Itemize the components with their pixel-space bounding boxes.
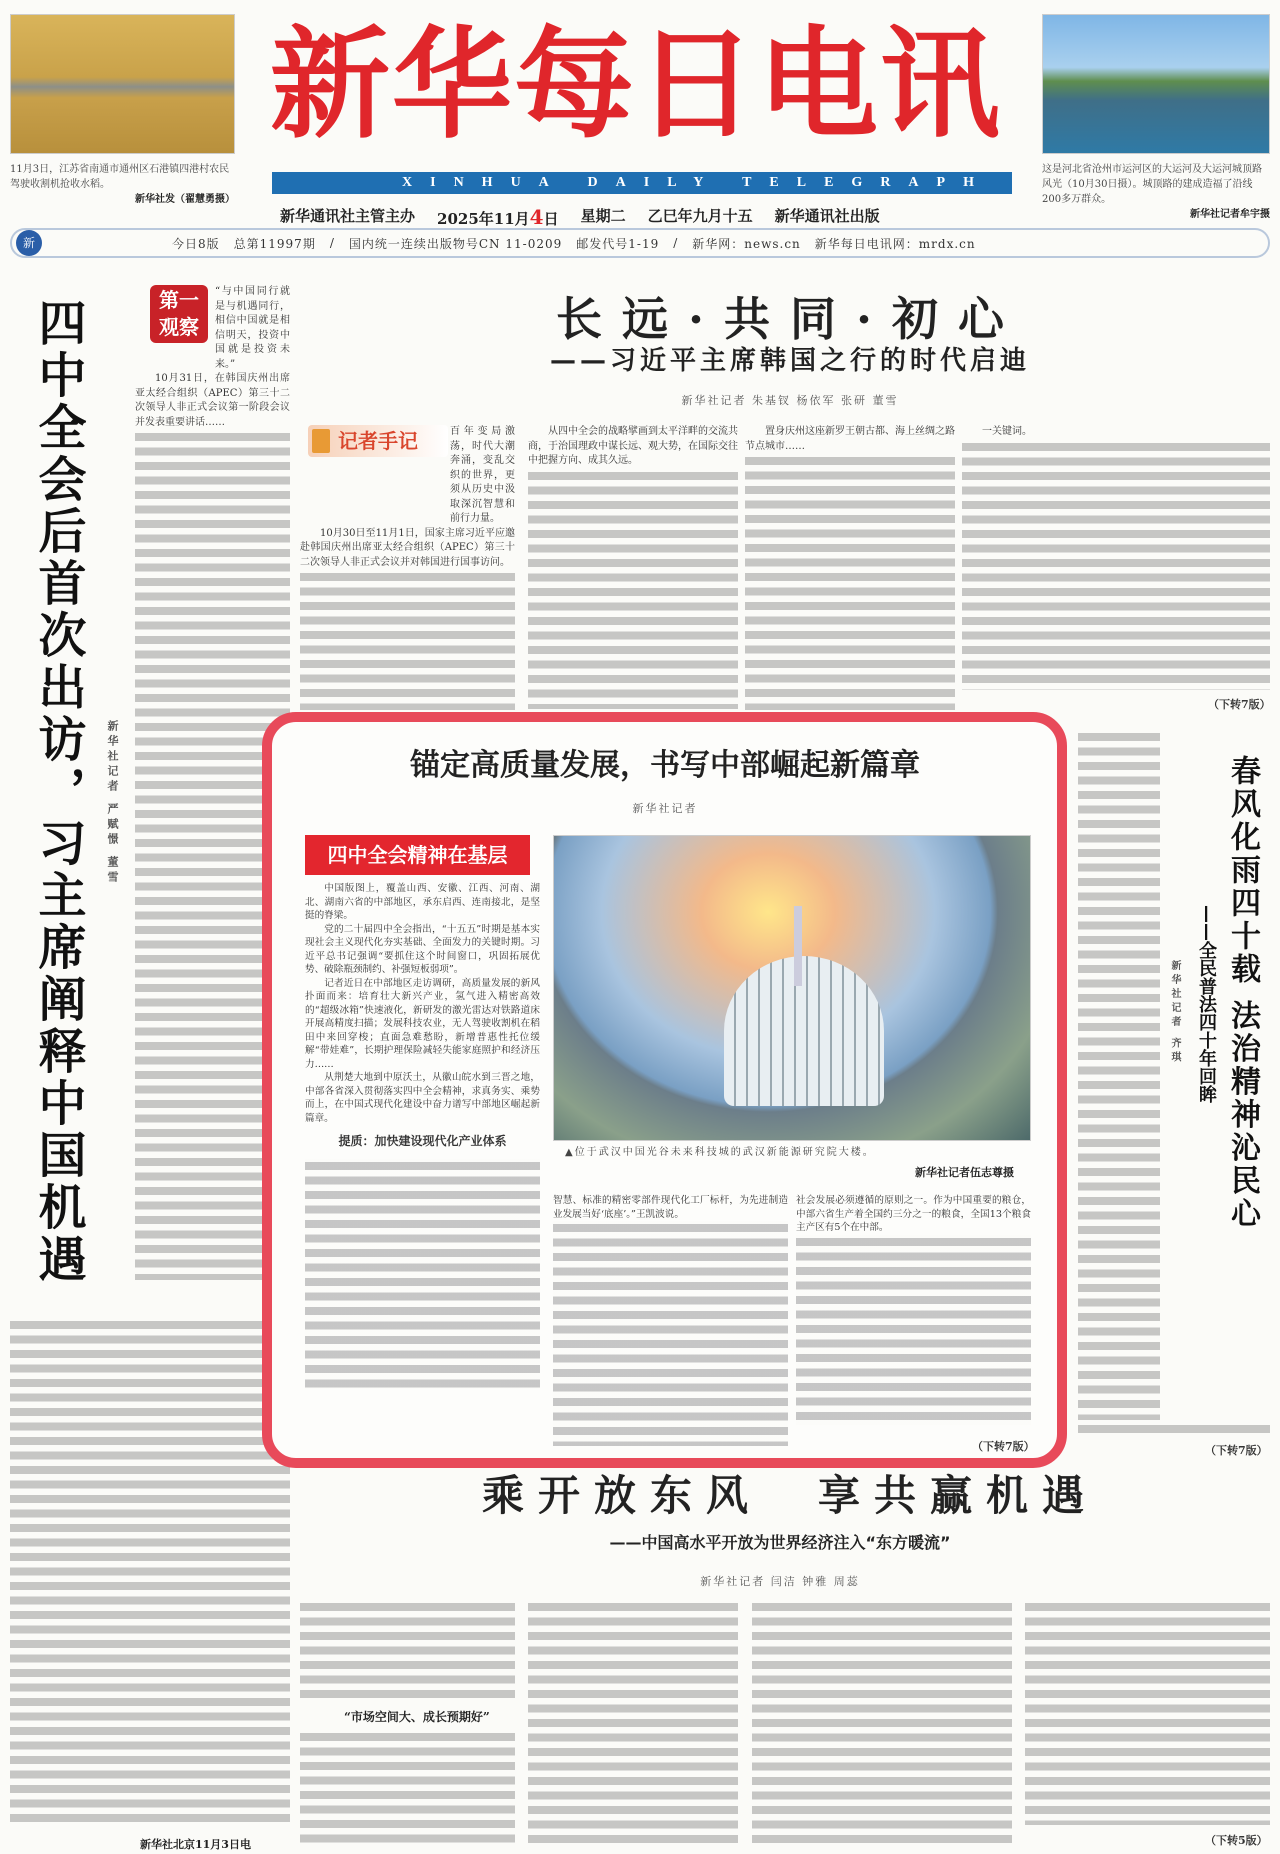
building-shape xyxy=(724,956,884,1106)
bottom-headline: 乘开放东风 享共赢机遇 xyxy=(481,1471,1098,1520)
issue-number: 总第11997期 xyxy=(233,236,316,251)
page-count: 今日8版 xyxy=(172,236,220,251)
box-col-2: 智慧、标准的精密零部件现代化工厂标杆，为先进制造业发展当好‘底座’。”王凯波说。 xyxy=(553,1194,788,1446)
bottom-subhead: “市场空间大、成长预期好” xyxy=(344,1710,490,1724)
right-lower-text xyxy=(1078,1422,1270,1436)
lunar-date: 乙巳年九月十五 xyxy=(647,207,753,225)
wuhan-building-photo xyxy=(553,835,1031,1141)
photo-credit: 新华社记者伍志尊摄 xyxy=(915,1166,1014,1179)
xinhuanet-link[interactable]: 新华网：news.cn xyxy=(692,236,801,251)
box-col-3: 社会发展必须遵循的原则之一。作为中国重要的粮仓，中部六省生产着全国约三分之一的粮食，全国13个粮食主产区有5个在中部。 xyxy=(796,1194,1031,1425)
bottom-col-3 xyxy=(752,1600,1012,1845)
right-photo-caption xyxy=(1042,162,1270,222)
sponsor: 新华通讯社主管主办 xyxy=(280,207,416,225)
mrdx-link[interactable]: 新华每日电讯网：mrdx.cn xyxy=(814,236,976,251)
section-label: 四中全会精神在基层 xyxy=(305,835,530,875)
cn-number: 国内统一连续出版物号CN 11-0209 xyxy=(348,236,563,251)
lead-continued: （下转7版） xyxy=(1208,698,1271,711)
publisher: 新华通讯社出版 xyxy=(774,207,880,225)
caption-text: 11月3日，江苏省南通市通州区石港镇四港村农民驾驶收割机抢收水稻。 xyxy=(10,164,230,190)
postal-code: 邮发代号1-19 xyxy=(576,236,660,251)
left-headline: 四中全会后首次出访，习主席阐释中国机遇 xyxy=(30,298,86,1286)
left-byline: 新华社记者 严赋憬 董雪 xyxy=(106,720,119,886)
photo-caption: ▲位于武汉中国光谷未来科技城的武汉新能源研究院大楼。 xyxy=(565,1147,875,1158)
date: 2025年11月4日 xyxy=(437,205,559,229)
bottom-col-4 xyxy=(1025,1600,1270,1825)
box-headline: 锚定高质量发展，书写中部崛起新篇章 xyxy=(410,748,920,783)
bottom-subtitle: ——中国高水平开放为世界经济注入“东方暖流” xyxy=(609,1533,951,1552)
lead-headline: 长远·共同·初心 xyxy=(555,292,1025,346)
caption-text: 这是河北省沧州市运河区的大运河及大运河城顶路风光（10月30日摄）。城顶路的建成造福了沿线200多万群众。 xyxy=(1042,164,1262,205)
lead-col-3: 置身庆州这座新罗王朝古都、海上丝绸之路节点城市…… xyxy=(745,425,955,710)
box-continued: （下转7版） xyxy=(972,1440,1035,1453)
lead-byline: 新华社记者 朱基钗 杨依军 张研 董雪 xyxy=(681,394,899,407)
first-observation-badge: 第一观察 xyxy=(150,285,208,343)
lead-col-1: 百年变局激荡，时代大潮奔涌，变乱交织的世界，更须从历史中汲取深沉智慧和前行力量。 10月30日至11月1日，国家主席习近平应邀赴韩国庆州出席亚太经合组织（APEC）第三十二次领导人非正式会议并对韩国进行国事访问。 xyxy=(300,425,515,710)
box-col-1: 中国版图上，覆盖山西、安徽、江西、河南、湖北、湖南六省的中部地区，承东启西、连南接北，是坚挺的脊梁。 党的二十届四中全会指出，“十五五”时期是基本实现社会主义现代化夯实基础、全面发力的关键时期。习近平总书记强调“要抓住这个时间窗口，巩固拓展优势、破除瓶颈制约、补强短板弱项”。 记者近日在中部地区走访调研，高质量发展的新风扑面而来：培育壮大新兴产业，氢气进入精密高效的“超级冰箱”快速液化，新研发的激光雷达对铁路道床开展高精度扫描；发展科技农业，无人驾驶收割机在稻田中来回穿梭；直面急难愁盼，新增普惠性托位缓解“带娃难”，长期护理保险减轻失能家庭照护和经济压力…… 从荆楚大地到中原沃土，从徽山皖水到三晋之地，中部各省深入贯彻落实四中全会精神，求真务实、乘势而上，在中国式现代化建设中奋力谱写中部地区崛起新篇章。 提质：加快建设现代化产业体系 xyxy=(305,882,540,1389)
left-dateline: 新华社北京11月3日电 xyxy=(140,1838,251,1851)
harvest-photo xyxy=(10,14,235,154)
left-story-text: “与中国同行就是与机遇同行，相信中国就是相信明天，投资中国就是投资未来。” 10月31日，在韩国庆州出席亚太经合组织（APEC）第三十二次领导人非正式会议第一阶段会议并发表重要讲话…… xyxy=(135,285,290,1280)
left-photo-caption xyxy=(10,162,235,207)
xinhua-emblem-icon: 新 xyxy=(16,230,42,256)
photo-credit: 新华社记者牟宇摄 xyxy=(1190,209,1270,220)
masthead-logo: 新华每日电讯 xyxy=(270,14,1002,155)
reporter-note-label: 记者手记 xyxy=(308,425,448,457)
weekday: 星期二 xyxy=(580,207,626,225)
right-continued: （下转7版） xyxy=(1205,1444,1268,1457)
right-subtitle: ——全民普法四十年回眸 xyxy=(1196,905,1217,1103)
lead-col-2: 从四中全会的战略擘画到太平洋畔的交流共商，于治国理政中谋长远、观大势，在国际交往中把握方向、成其久远。 xyxy=(528,425,738,710)
bottom-col-1 xyxy=(300,1600,515,1700)
tower-shape xyxy=(794,906,802,986)
lead-subtitle: ——习近平主席韩国之行的时代启迪 xyxy=(549,346,1030,376)
lead-col-4: 一关键词。 xyxy=(962,425,1270,695)
masthead-english: XINHUA DAILY TELEGRAPH xyxy=(272,172,1012,194)
bottom-continued: （下转5版） xyxy=(1205,1834,1268,1847)
right-col-text xyxy=(1078,730,1160,1420)
bottom-col-1b xyxy=(300,1730,515,1845)
box-byline: 新华社记者 xyxy=(632,802,698,815)
box-subhead: 提质：加快建设现代化产业体系 xyxy=(338,1134,507,1148)
right-byline: 新华社记者 齐琪 xyxy=(1169,960,1180,1066)
bottom-byline: 新华社记者 闫洁 钟雅 周蕊 xyxy=(700,1575,860,1588)
left-lower-text xyxy=(10,1318,290,1828)
canal-photo xyxy=(1042,14,1270,154)
dateline xyxy=(280,205,1020,229)
photo-credit: 新华社发（翟慧勇摄） xyxy=(135,194,235,205)
bottom-col-2 xyxy=(528,1600,738,1845)
right-headline: 春风化雨四十载 法治精神沁民心 xyxy=(1225,755,1260,1231)
info-bar: 今日8版 总第11997期 / 国内统一连续出版物号CN 11-0209 邮发代号1-19 / 新华网：news.cn 新华每日电讯网：mrdx.cn xyxy=(10,228,1270,258)
